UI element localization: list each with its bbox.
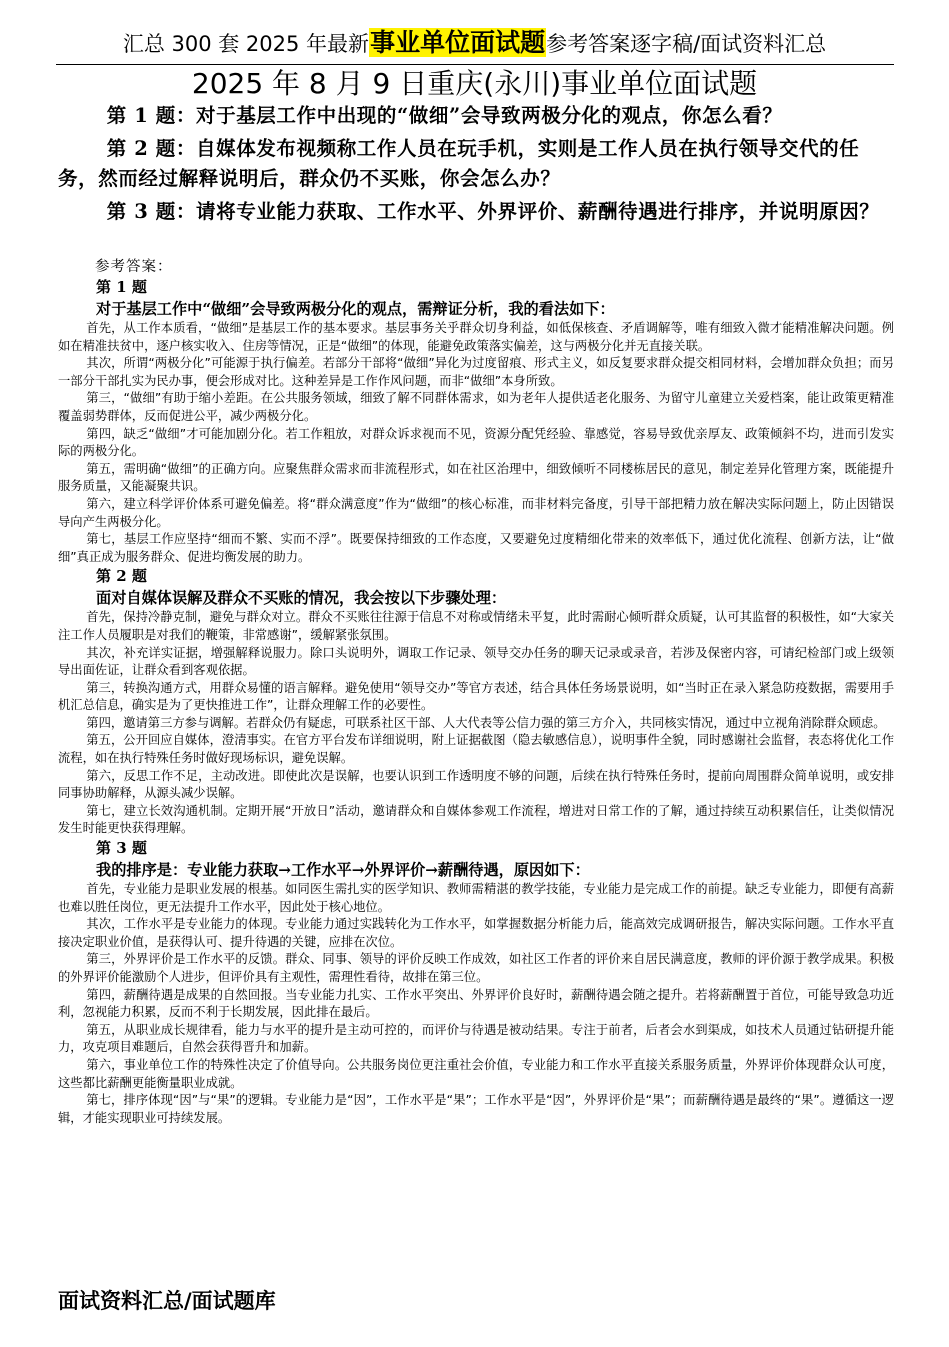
answer-paragraph: 首先，专业能力是职业发展的根基。如同医生需扎实的医学知识、教师需精湛的教学技能，专业能力是完成工作的前提。缺乏专业能力，即便有高薪也难以胜任岗位，更无法提升工作水平，因此处于核心地位。 xyxy=(58,882,894,914)
answer-paragraph: 第七，基层工作应坚持“细而不繁、实而不浮”。既要保持细致的工作态度，又要避免过度精细化带来的效率低下，通过优化流程、创新方法，让“做细”真正成为服务群众、促进均衡发展的助力。 xyxy=(58,532,894,564)
answer-paragraph: 第四，邀请第三方参与调解。若群众仍有疑虑，可联系社区干部、人大代表等公信力强的第三方介入，共同核实情况，通过中立视角消除群众顾虑。 xyxy=(86,715,886,730)
answer-paragraph: 第三，“做细”有助于缩小差距。在公共服务领域，细致了解不同群体需求，如为老年人提供适老化服务、为留守儿童建立关爱档案，能让政策更精准覆盖弱势群体，反而促进公平，减少两极分化。 xyxy=(58,391,894,423)
answer-paragraph: 第四，薪酬待遇是成果的自然回报。当专业能力扎实、工作水平突出、外界评价良好时，薪酬待遇会随之提升。若将薪酬置于首位，可能导致急功近利，忽视能力积累，反而不利于长期发展，因此排在最后。 xyxy=(58,987,894,1020)
answer-paragraph: 第六，事业单位工作的特殊性决定了价值导向。公共服务岗位更注重社会价值，专业能力和工作水平直接关系服务质量，外界评价体现群众认可度，这些都比薪酬更能衡量职业成就。 xyxy=(58,1057,894,1090)
answer-paragraph: 第三，外界评价是工作水平的反馈。群众、同事、领导的评价反映工作成效，如社区工作者的评价来自居民满意度，教师的评价源于教学成果。积极的外界评价能激励个人进步，但评价具有主观性，需理性看待，故排在第三位。 xyxy=(58,952,894,984)
answer-paragraph: 第七，排序体现“因”与“果”的逻辑。专业能力是“因”，工作水平是“果”；工作水平是“因”，外界评价是“果”；而薪酬待遇是最终的“果”。遵循这一逻辑，才能实现职业可持续发展。 xyxy=(58,1093,894,1125)
answer-paragraph: 第六，建立科学评价体系可避免偏差。将“群众满意度”作为“做细”的核心标准，而非材料完备度，引导干部把精力放在解决实际问题上，防止因错误导向产生两极分化。 xyxy=(58,496,894,529)
answer-heading-2: 第 2 题 xyxy=(96,567,147,586)
question-2: 第 2 题：自媒体发布视频称工作人员在玩手机，实则是工作人员在执行领导交代的任务，然而经过解释说明后，群众仍不买账，你会怎么办？ xyxy=(58,137,860,190)
page-title: 2025 年 8 月 9 日重庆(永川)事业单位面试题 xyxy=(191,67,758,100)
answer-section xyxy=(58,257,894,1127)
answer-paragraph: 首先，保持冷静克制，避免与群众对立。群众不买账往往源于信息不对称或情绪未平复，此时需耐心倾听群众质疑，认可其监督的积极性，如“大家关注工作人员履职是对我们的鞭策，非常感谢”，缓解紧张氛围。 xyxy=(58,610,894,642)
answer-paragraph: 其次，补充详实证据，增强解释说服力。除口头说明外，调取工作记录、领导交办任务的聊天记录或录音，若涉及保密内容，可请纪检部门或上级领导出面佐证，让群众看到客观依据。 xyxy=(58,645,894,678)
header-divider xyxy=(56,64,894,65)
answer-intro-1: 对于基层工作中“做细”会导致两极分化的观点，需辩证分析，我的看法如下： xyxy=(96,300,615,318)
answer-intro-3: 我的排序是：专业能力获取→工作水平→外界评价→薪酬待遇，原因如下： xyxy=(96,861,590,880)
answer-paragraph: 第六，反思工作不足，主动改进。即使此次是误解，也要认识到工作透明度不够的问题，后续在执行特殊任务时，提前向周围群众简单说明，或安排同事协助解释，从源头减少误解。 xyxy=(58,768,894,801)
answer-paragraph: 其次，工作水平是专业能力的体现。专业能力通过实践转化为工作水平，如掌握数据分析能力后，能高效完成调研报告，解决实际问题。工作水平直接决定职业价值，是获得认可、提升待遇的关键，应排在次位。 xyxy=(58,917,894,949)
answer-paragraph: 第七，建立长效沟通机制。定期开展“开放日”活动，邀请群众和自媒体参观工作流程，增进对日常工作的了解，通过持续互动积累信任，让类似情况发生时能更快获得理解。 xyxy=(58,803,894,836)
header-suffix: 参考答案逐字稿/面试资料汇总 xyxy=(546,32,827,56)
answer-paragraph: 其次，所谓“两极分化”可能源于执行偏差。若部分干部将“做细”异化为过度留痕、形式主义，如反复要求群众提交相同材料，会增加群众负担；而另一部分干部扎实为民办事，便会形成对比。这种差异是工作作风问题，而非“做细”本身所致。 xyxy=(58,356,894,388)
question-list xyxy=(58,101,894,230)
header-highlight: 事业单位面试题 xyxy=(370,28,546,57)
header-banner xyxy=(0,28,949,59)
header-prefix: 汇总 300 套 2025 年最新 xyxy=(122,32,370,56)
question-3: 第 3 题：请将专业能力获取、工作水平、外界评价、薪酬待遇进行排序，并说明原因？ xyxy=(106,200,880,223)
answer-paragraph: 第五，从职业成长规律看，能力与水平的提升是主动可控的，而评价与待遇是被动结果。专注于前者，后者会水到渠成，如技术人员通过钻研提升能力，攻克项目难题后，自然会获得晋升和加薪。 xyxy=(58,1022,894,1055)
footer-caption: 面试资料汇总/面试题库 xyxy=(58,1289,276,1313)
answer-heading-1: 第 1 题 xyxy=(96,278,147,296)
answer-paragraph: 第五，需明确“做细”的正确方向。应聚焦群众需求而非流程形式，如在社区治理中，细致倾听不同楼栋居民的意见，制定差异化管理方案，既能提升服务质量，又能凝聚共识。 xyxy=(58,461,894,494)
answers-label: 参考答案： xyxy=(95,259,173,275)
question-1: 第 1 题：对于基层工作中出现的“做细”会导致两极分化的观点，你怎么看？ xyxy=(106,104,783,127)
answer-paragraph: 第五，公开回应自媒体，澄清事实。在官方平台发布详细说明，附上证据截图（隐去敏感信息），说明事件全貌，同时感谢社会监督，表态将优化工作流程，如在执行特殊任务时做好现场标识，避免误解。 xyxy=(58,733,894,766)
answer-paragraph: 第四，缺乏“做细”才可能加剧分化。若工作粗放，对群众诉求视而不见，资源分配凭经验、靠感觉，容易导致优亲厚友、政策倾斜不均，进而引发实际的两极分化。 xyxy=(58,426,894,459)
answer-heading-3: 第 3 题 xyxy=(96,839,147,858)
answer-paragraph: 第三，转换沟通方式，用群众易懂的语言解释。避免使用“领导交办”等官方表述，结合具体任务场景说明，如“当时正在录入紧急防疫数据，需要用手机汇总信息，确实是为了更快推进工作”，让群众理解工作的必要性。 xyxy=(58,680,894,713)
answer-paragraph: 首先，从工作本质看，“做细”是基层工作的基本要求。基层事务关乎群众切身利益，如低保核查、矛盾调解等，唯有细致入微才能精准解决问题。例如在精准扶贫中，逐户核实收入、住房等情况，正是“做细”的体现，能避免政策落实偏差，这与两极分化并无直接关联。 xyxy=(58,321,894,353)
answer-intro-2: 面对自媒体误解及群众不买账的情况，我会按以下步骤处理： xyxy=(96,589,507,608)
